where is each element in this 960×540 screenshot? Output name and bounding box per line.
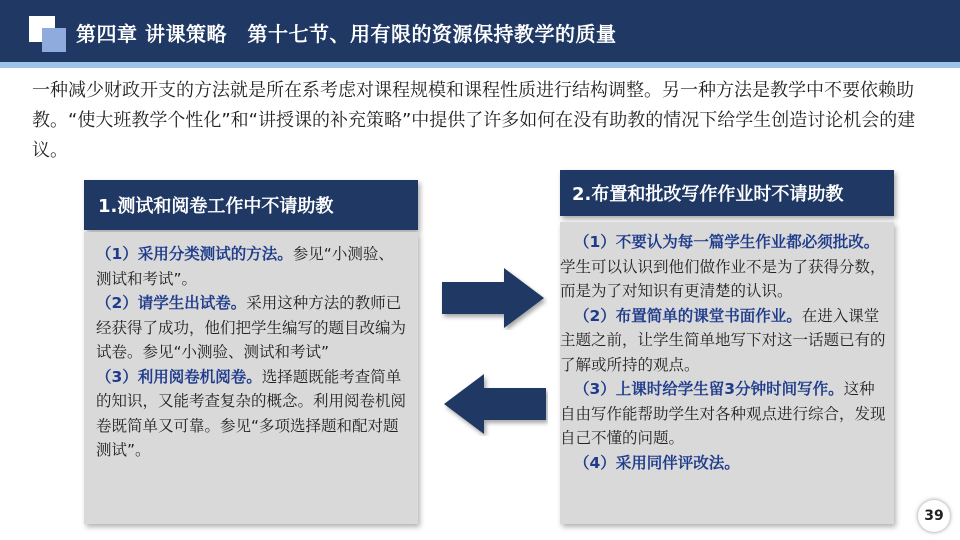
right-box-heading xyxy=(560,170,894,216)
left-item-2-title: （2）请学生出试卷。 xyxy=(96,294,247,312)
intro-paragraph: 一种减少财政开支的方法就是所在系考虑对课程规模和课程性质进行结构调整。另一种方法是教学中不要依赖助教。“使大班教学个性化”和“讲授课的补充策略”中提供了许多如何在没有助教的情况下给学生创造讨论机会的建议。 xyxy=(32,80,916,161)
right-item-1-title: （1）不要认为每一篇学生作业都必须批改。 xyxy=(574,233,880,251)
right-box-heading-text: 2.布置和批改写作作业时不请助教 xyxy=(572,184,844,205)
right-item-1 xyxy=(560,230,886,304)
right-item-2-title: （2）布置简单的课堂书面作业。 xyxy=(574,306,802,325)
left-item-3-title: （3）利用阅卷机阅卷。 xyxy=(96,367,262,386)
left-box-heading xyxy=(84,180,418,230)
right-item-2-text: 在进入课堂主题之前，让学生简单地写下对这一话题已有的了解或所持的观点。 xyxy=(560,306,886,374)
right-box-body xyxy=(560,222,894,524)
logo-square-blue xyxy=(42,28,66,52)
left-box-body xyxy=(84,232,418,524)
right-arrow-icon xyxy=(440,266,548,330)
right-item-3-text: 这种自由写作能帮助学生对各种观点进行综合，发现自己不懂的问题。 xyxy=(560,380,886,447)
left-item-1-text: 参见“小测验、测试和考试”。 xyxy=(96,245,394,288)
left-arrow-icon xyxy=(440,372,548,436)
left-item-1-title: （1）采用分类测试的方法。 xyxy=(96,245,293,263)
title-bar-accent-line xyxy=(0,62,960,68)
right-item-2 xyxy=(560,304,886,378)
left-item-2 xyxy=(96,291,406,365)
right-item-4-title: （4）采用同伴评改法。 xyxy=(574,453,740,472)
right-item-1-text: 学生可以认识到他们做作业不是为了获得分数，而是为了对知识有更清楚的认识。 xyxy=(560,257,886,300)
left-item-1 xyxy=(96,242,406,291)
left-item-3 xyxy=(96,365,406,463)
right-item-3-title: （3）上课时给学生留3分钟时间写作。 xyxy=(574,380,844,398)
page-number: 39 xyxy=(918,500,950,532)
right-item-4 xyxy=(560,451,886,476)
right-item-3 xyxy=(560,377,886,451)
slide-title: 第四章 讲课策略 第十七节、用有限的资源保持教学的质量 xyxy=(76,22,617,46)
left-item-3-text: 选择题既能考查简单的知识，又能考查复杂的概念。利用阅卷机阅卷既简单又可靠。参见“多项选择题和配对题测试”。 xyxy=(96,367,407,459)
left-box-heading-text: 1.测试和阅卷工作中不请助教 xyxy=(98,196,334,217)
left-item-2-text: 采用这种方法的教师已经获得了成功，他们把学生编写的题目改编为试卷。参见“小测验、测试和考试” xyxy=(96,294,407,361)
